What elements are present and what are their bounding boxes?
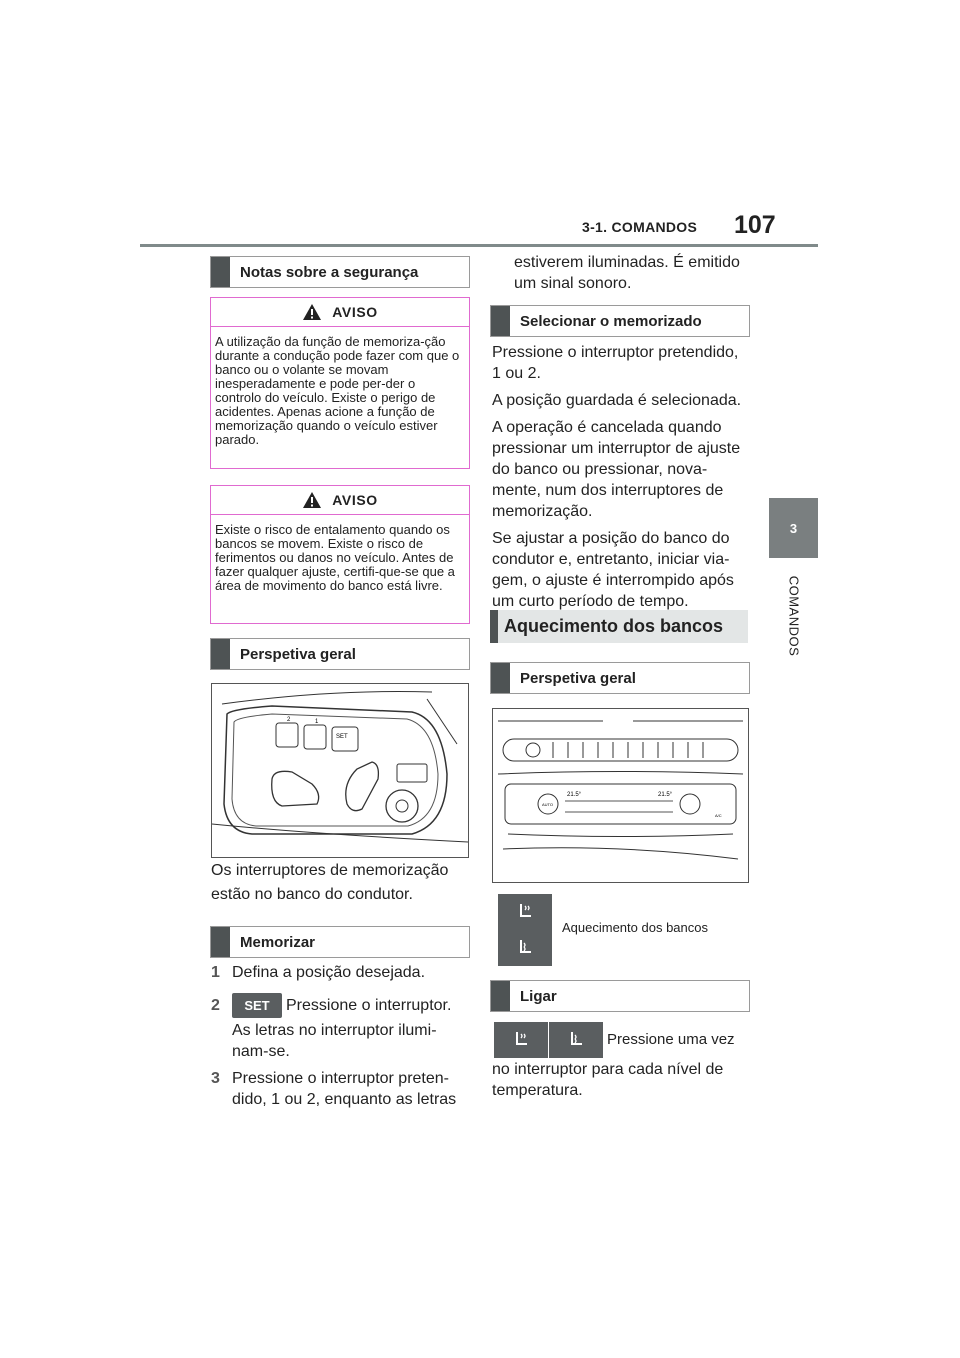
section-heading-overview: [210, 638, 470, 670]
paragraph: Pressione o interruptor pretendido, 1 ou 2.: [492, 344, 739, 382]
overview-text: [211, 860, 471, 905]
heating-caption: Aquecimento dos bancos: [562, 920, 708, 935]
step-text: Pressione o interruptor.: [286, 997, 452, 1014]
set-label: SET: [336, 734, 348, 740]
heading-text: Perspetiva geral: [520, 669, 636, 687]
auto-label: AUTO: [542, 802, 554, 807]
section-heading-safety: [210, 256, 470, 288]
paragraph: A posição guardada é selecionada.: [492, 392, 742, 409]
backrest-heating-icon[interactable]: [498, 930, 552, 966]
seat-memory-figure: [211, 683, 469, 858]
warning-title: AVISO: [332, 304, 378, 320]
chapter-label: [774, 566, 814, 666]
climate-panel-illustration: [493, 709, 748, 882]
step-number: 2: [211, 997, 220, 1014]
seat-memory-illustration: [212, 684, 468, 857]
step-extra: As letras no interruptor ilumi-nam-se.: [232, 1022, 437, 1060]
on-text-1: Pressione uma vez: [607, 1031, 735, 1048]
section-heading-memorize: [210, 926, 470, 958]
section-heading-heating: [490, 610, 748, 643]
memory-2-label: 2: [287, 717, 291, 723]
seat-heating-icon[interactable]: [494, 1022, 548, 1058]
heading-bar: [211, 927, 230, 957]
heading-text: Ligar: [520, 987, 557, 1005]
memory-1-label: 1: [315, 719, 319, 725]
overview-line-2: estão no banco do condutor.: [211, 886, 413, 903]
warning-triangle-icon: [302, 491, 322, 509]
step-number: 3: [211, 1070, 220, 1087]
warning-header: [211, 298, 469, 327]
warning-title: AVISO: [332, 492, 378, 508]
heading-bar: [211, 257, 230, 287]
section-heading-select: [490, 305, 750, 337]
on-text-2: no interruptor para cada nível de temperatura.: [492, 1061, 724, 1099]
backrest-heating-icon[interactable]: [549, 1022, 603, 1058]
section-title: 3-1. COMANDOS: [582, 219, 698, 235]
warning-triangle-icon: [302, 303, 322, 321]
heading-text: Notas sobre a segurança: [240, 263, 419, 281]
warning-box-2: [210, 485, 470, 624]
heading-text: Memorizar: [240, 933, 316, 951]
overview-line-1: Os interruptores de memorização: [211, 862, 449, 879]
chapter-tab: 3: [769, 498, 818, 558]
paragraph: Se ajustar a posição do banco do condutor e, entretanto, iniciar via-gem, o ajuste é interrompido após um curto período de tempo.: [492, 530, 734, 610]
continued-text: estiverem iluminadas. É emitido um sinal sonoro.: [514, 254, 740, 292]
section-heading-on: [490, 980, 750, 1012]
step-text: Defina a posição desejada.: [232, 964, 426, 981]
section-heading-heating-overview: [490, 662, 750, 694]
heading-bar: [211, 639, 230, 669]
warning-text: Existe o risco de entalamento quando os bancos se movem. Existe o risco de ferimentos ou danos no veículo. Antes de fazer qualquer ajuste, certifi-que-se que a área de movimento do banco está livre.: [215, 522, 455, 593]
step-2: [211, 995, 469, 1060]
warning-header: [211, 486, 469, 515]
step-number: 1: [211, 964, 220, 981]
heading-bar: [491, 306, 510, 336]
paragraph: A operação é cancelada quando pressionar um interruptor de ajuste do banco ou pressionar, nova-mente, num dos interruptores de memorização.: [492, 419, 741, 520]
header-rule: [140, 244, 818, 247]
warning-box-1: [210, 297, 470, 469]
ac-label: A/C: [715, 813, 722, 818]
page-number: 107: [734, 211, 776, 239]
temp-right-label: 21.5°: [658, 792, 673, 798]
heading-bar: [491, 981, 510, 1011]
set-button-icon: SET: [232, 993, 282, 1018]
step-3: [211, 1068, 469, 1108]
step-1: [211, 962, 469, 983]
chapter-label-text: COMANDOS: [786, 575, 802, 657]
heading-bar: [491, 663, 510, 693]
heading-text: Aquecimento dos bancos: [504, 616, 724, 636]
warning-text: A utilização da função de memoriza-ção durante a condução pode fazer com que o banco ou o volante se movam inesperadamente e pode per-der o controlo do veículo. Existe o perigo de acidentes. Apenas acione a função de memorização quando o veículo estiver parado.: [215, 334, 460, 447]
step-text: Pressione o interruptor preten-dido, 1 ou 2, enquanto as letras: [232, 1070, 457, 1108]
climate-panel-figure: [492, 708, 749, 883]
heading-text: Selecionar o memorizado: [520, 312, 702, 330]
select-paragraphs: [492, 342, 746, 612]
heading-text: Perspetiva geral: [240, 645, 356, 663]
temp-left-label: 21.5°: [567, 792, 582, 798]
heading-bar: [490, 610, 498, 643]
seat-heating-icon[interactable]: [498, 894, 552, 930]
